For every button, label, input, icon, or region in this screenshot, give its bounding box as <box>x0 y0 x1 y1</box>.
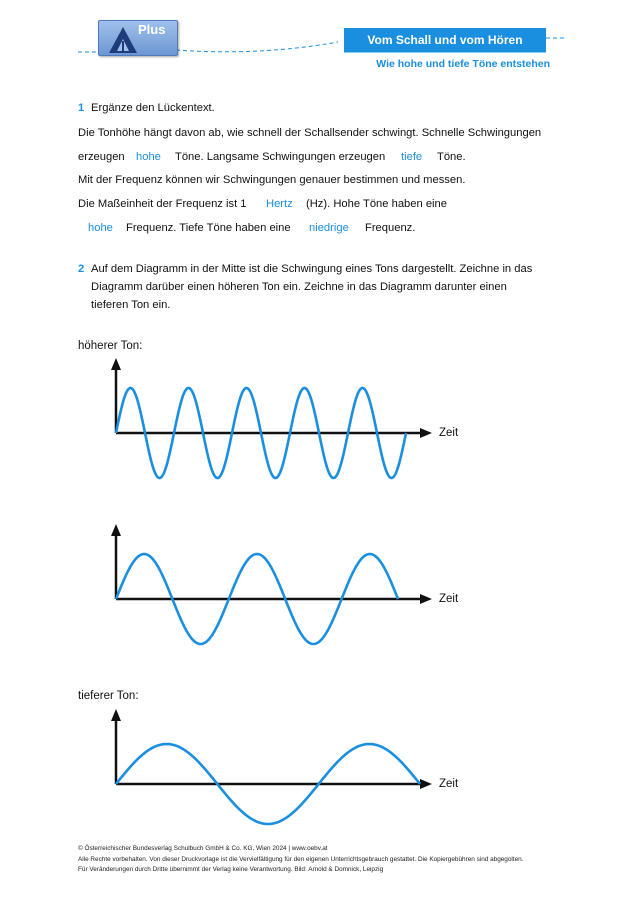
axis-label-zeit-3: Zeit <box>439 778 459 790</box>
footer-line2: Alle Rechte vorbehalten. Von dieser Druckvorlage ist die Vervielfältigung für den eigenen Unterrichtsgebrauch gestattet. Die Kopiergebühren sind abgegolten. <box>78 855 524 863</box>
task2-number: 2 <box>78 263 85 275</box>
task1-number: 1 <box>78 102 85 114</box>
diagram-lower <box>111 709 432 824</box>
page-title: Vom Schall und vom Hören <box>344 28 546 52</box>
blank-hohe-2: hohe <box>88 222 113 234</box>
blank-hohe-1: hohe <box>136 151 161 163</box>
blank-hertz: Hertz <box>266 198 293 210</box>
logo-text: Plus <box>138 22 166 37</box>
footer-line1: © Österreichischer Bundesverlag Schulbuch GmbH & Co. KG, Wien 2024 | www.oebv.at <box>78 845 328 852</box>
task1-line2-b: Töne. Langsame Schwingungen erzeugen <box>175 151 386 163</box>
higher-tone-label: höherer Ton: <box>78 340 143 352</box>
lower-tone-label: tieferer Ton: <box>78 690 139 702</box>
task1-line1: Die Tonhöhe hängt davon ab, wie schnell der Schallsender schwingt. Schnelle Schwingungen <box>78 127 542 139</box>
y-axis-arrow-icon <box>111 358 121 370</box>
task1-instruction: Ergänze den Lückentext. <box>91 102 215 114</box>
task2-line3: tieferen Ton ein. <box>91 299 171 311</box>
diagram-higher <box>111 358 432 478</box>
y-axis-arrow-icon <box>111 709 121 721</box>
task1-line4-a: Die Maßeinheit der Frequenz ist 1 <box>78 198 247 210</box>
x-axis-arrow-icon <box>420 428 432 438</box>
task1-line2-a: erzeugen <box>78 151 125 163</box>
footer <box>78 844 524 876</box>
task1-line2-c: Töne. <box>437 151 466 163</box>
blank-niedrige: niedrige <box>309 222 349 234</box>
x-axis-arrow-icon <box>420 779 432 789</box>
footer-line3: Für Veränderungen durch Dritte übernimmt der Verlag keine Verantwortung. Bild: Arnold & Domnick, Leipzig <box>78 866 384 873</box>
task2-line2: Diagramm darüber einen höheren Ton ein. Zeichne in das Diagramm darunter einen <box>91 281 507 293</box>
axis-label-zeit-2: Zeit <box>439 593 459 605</box>
task1-line4-b: (Hz). Hohe Töne haben eine <box>306 198 447 210</box>
y-axis-arrow-icon <box>111 524 121 536</box>
x-axis-arrow-icon <box>420 594 432 604</box>
task1-line5-b: Frequenz. <box>365 222 416 234</box>
task1-line5-a: Frequenz. Tiefe Töne haben eine <box>126 222 291 234</box>
page-subtitle: Wie hohe und tiefe Töne entstehen <box>376 58 550 70</box>
task1-line3: Mit der Frequenz können wir Schwingungen genauer bestimmen und messen. <box>78 174 466 186</box>
task2-line1: Auf dem Diagramm in der Mitte ist die Schwingung eines Tons dargestellt. Zeichne in das <box>91 263 533 275</box>
diagram-middle <box>111 524 432 644</box>
blank-tiefe: tiefe <box>401 151 423 163</box>
axis-label-zeit-1: Zeit <box>439 427 459 439</box>
